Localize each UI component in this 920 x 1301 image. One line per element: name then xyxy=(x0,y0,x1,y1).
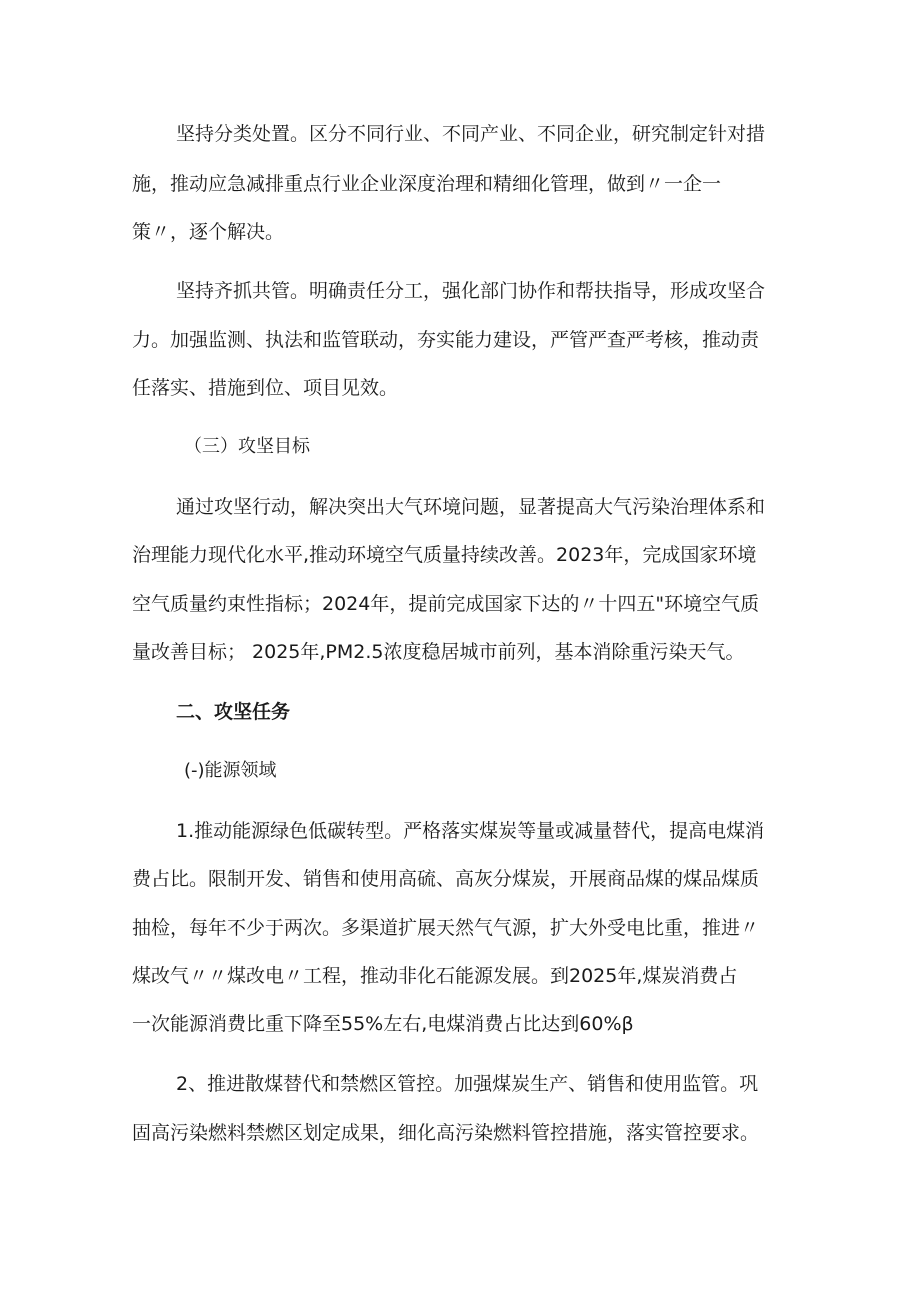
paragraph-line: 量改善目标； 2025年,PM2.5浓度稳居城市前列，基本消除重污染天气。 xyxy=(132,641,745,663)
paragraph-line: 费占比。限制开发、销售和使用高硫、高灰分煤炭，开展商品煤的煤品煤质 xyxy=(132,868,760,890)
paragraph-line: 坚持分类处置。区分不同行业、不同产业、不同企业，研究制定针对措 xyxy=(176,123,766,145)
paragraph-line: 通过攻坚行动，解决突出大气环境问题，显著提高大气污染治理体系和 xyxy=(176,496,766,518)
paragraph-line: 空气质量约束性指标；2024年，提前完成国家下达的〃十四五"环境空气质 xyxy=(132,593,760,615)
paragraph-line: 策〃，逐个解决。 xyxy=(132,221,285,243)
paragraph-line: 1.推动能源绿色低碳转型。严格落实煤炭等量或减量替代，提高电煤消 xyxy=(176,820,765,842)
paragraph-line: 力。加强监测、执法和监管联动，夯实能力建设，严管严查严考核，推动责 xyxy=(132,329,760,351)
paragraph-line: 2、推进散煤替代和禁燃区管控。加强煤炭生产、销售和使用监管。巩 xyxy=(176,1073,759,1095)
paragraph-line: 坚持齐抓共管。明确责任分工，强化部门协作和帮扶指导，形成攻坚合 xyxy=(176,280,766,302)
paragraph-line: 一次能源消费比重下降至55%左右,电煤消费占比达到60%β xyxy=(132,1013,634,1035)
paragraph-line: 固高污染燃料禁燃区划定成果，细化高污染燃料管控措施，落实管控要求。 xyxy=(132,1122,760,1144)
paragraph-line: 施，推动应急减排重点行业企业深度治理和精细化管理，做到〃一企一 xyxy=(132,173,722,195)
paragraph-line: 抽检，每年不少于两次。多渠道扩展天然气气源，扩大外受电比重，推进〃 xyxy=(132,917,760,939)
paragraph-line: 任落实、措施到位、项目见效。 xyxy=(132,377,399,399)
paragraph-line: 煤改气〃〃煤改电〃工程，推动非化石能源发展。到2025年,煤炭消费占 xyxy=(132,965,738,987)
chapter-heading: 二、攻坚任务 xyxy=(176,701,291,723)
paragraph-line: 治理能力现代化水平,推动环境空气质量持续改善。2023年，完成国家环境 xyxy=(132,544,757,566)
section-heading: (-)能源领域 xyxy=(184,760,277,781)
section-heading: （三）攻坚目标 xyxy=(184,436,310,457)
